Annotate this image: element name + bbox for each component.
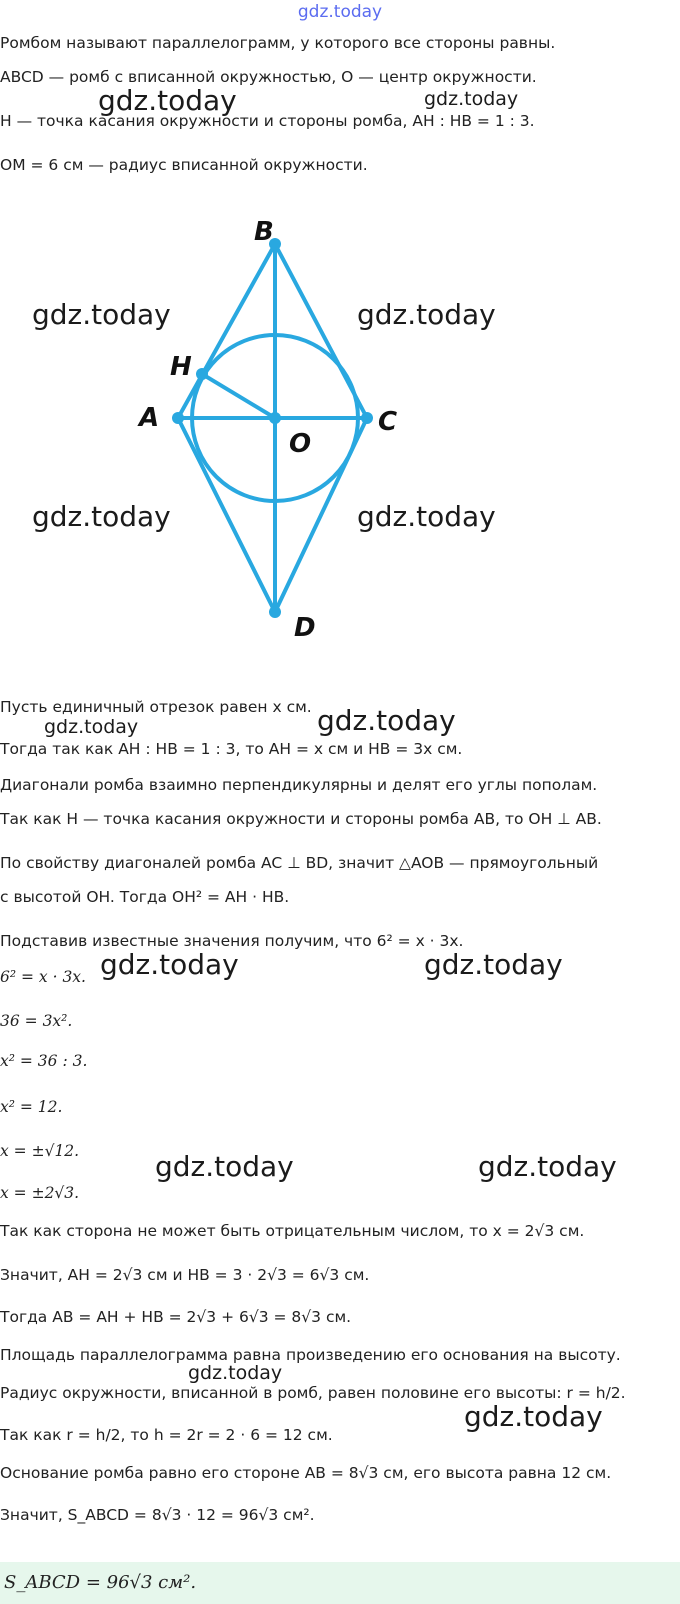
text-line-23: Так как r = h/2, то h = 2r = 2 · 6 = 12 см. bbox=[0, 1426, 333, 1444]
watermark: gdz.today bbox=[155, 1150, 294, 1183]
equation-3: x² = 36 : 3. bbox=[0, 1052, 88, 1070]
point-a bbox=[172, 412, 184, 424]
point-d bbox=[269, 606, 281, 618]
watermark: gdz.today bbox=[357, 500, 496, 533]
watermark: gdz.today bbox=[424, 88, 519, 110]
equation-6: x = ±2√3. bbox=[0, 1184, 80, 1202]
diagram-points bbox=[172, 238, 373, 618]
text-line-6: Тогда так как AH : HB = 1 : 3, то AH = x см и HB = 3x см. bbox=[0, 740, 463, 758]
watermark: gdz.today bbox=[317, 704, 456, 737]
label-a: A bbox=[139, 403, 160, 433]
watermark: gdz.today bbox=[464, 1400, 603, 1433]
watermark: gdz.today bbox=[100, 948, 239, 981]
segment-oh bbox=[202, 374, 275, 418]
label-c: C bbox=[378, 407, 398, 437]
point-c bbox=[361, 412, 373, 424]
watermark: gdz.today bbox=[478, 1150, 617, 1183]
text-line-2: ABCD — ромб с вписанной окружностью, O — центр окружности. bbox=[0, 68, 537, 86]
watermark: gdz.today bbox=[44, 716, 139, 738]
text-line-24: Основание ромба равно его стороне AB = 8√3 см, его высота равна 12 см. bbox=[0, 1464, 612, 1482]
watermark: gdz.today bbox=[424, 948, 563, 981]
text-line-5: Пусть единичный отрезок равен x см. bbox=[0, 698, 312, 716]
label-b: B bbox=[254, 217, 274, 247]
label-h: H bbox=[170, 352, 192, 382]
watermark: gdz.today bbox=[32, 298, 171, 331]
answer-text: S_ABCD = 96√3 см². bbox=[4, 1572, 197, 1593]
watermark: gdz.today bbox=[188, 1362, 283, 1384]
watermark: gdz.today bbox=[98, 84, 237, 117]
text-line-3: H — точка касания окружности и стороны ромба, AH : HB = 1 : 3. bbox=[0, 112, 535, 130]
text-line-20: Тогда AB = AH + HB = 2√3 + 6√3 = 8√3 см. bbox=[0, 1308, 352, 1326]
text-line-18: Так как сторона не может быть отрицательным числом, то x = 2√3 см. bbox=[0, 1222, 585, 1240]
text-line-1: Ромбом называют параллелограмм, у которого все стороны равны. bbox=[0, 34, 556, 52]
text-line-11: Подставив известные значения получим, что 6² = x · 3x. bbox=[0, 932, 464, 950]
watermark: gdz.today bbox=[357, 298, 496, 331]
rhombus-diagram bbox=[0, 190, 680, 670]
text-line-19: Значит, AH = 2√3 см и HB = 3 · 2√3 = 6√3 см. bbox=[0, 1266, 370, 1284]
equation-4: x² = 12. bbox=[0, 1098, 63, 1116]
header-watermark: gdz.today bbox=[297, 2, 383, 22]
text-line-8: Так как H — точка касания окружности и стороны ромба AB, то OH ⊥ AB. bbox=[0, 810, 602, 828]
text-line-10: с высотой OH. Тогда OH² = AH · HB. bbox=[0, 888, 290, 906]
text-line-25: Значит, S_ABCD = 8√3 · 12 = 96√3 см². bbox=[0, 1506, 315, 1524]
text-line-22: Радиус окружности, вписанной в ромб, равен половине его высоты: r = h/2. bbox=[0, 1384, 626, 1402]
point-h bbox=[196, 368, 208, 380]
text-line-7: Диагонали ромба взаимно перпендикулярны и делят его углы пополам. bbox=[0, 776, 598, 794]
text-line-9: По свойству диагоналей ромба AC ⊥ BD, значит △AOB — прямоугольный bbox=[0, 854, 599, 872]
equation-2: 36 = 3x². bbox=[0, 1012, 73, 1030]
label-o: O bbox=[289, 429, 312, 459]
watermark: gdz.today bbox=[32, 500, 171, 533]
point-o bbox=[269, 412, 281, 424]
diagram-shapes bbox=[178, 244, 367, 612]
equation-5: x = ±√12. bbox=[0, 1142, 80, 1160]
text-line-4: OM = 6 см — радиус вписанной окружности. bbox=[0, 156, 368, 174]
label-d: D bbox=[294, 613, 316, 643]
rhombus-abcd bbox=[178, 244, 367, 612]
text-line-21: Площадь параллелограмма равна произведению его основания на высоту. bbox=[0, 1346, 621, 1364]
equation-1: 6² = x · 3x. bbox=[0, 968, 86, 986]
